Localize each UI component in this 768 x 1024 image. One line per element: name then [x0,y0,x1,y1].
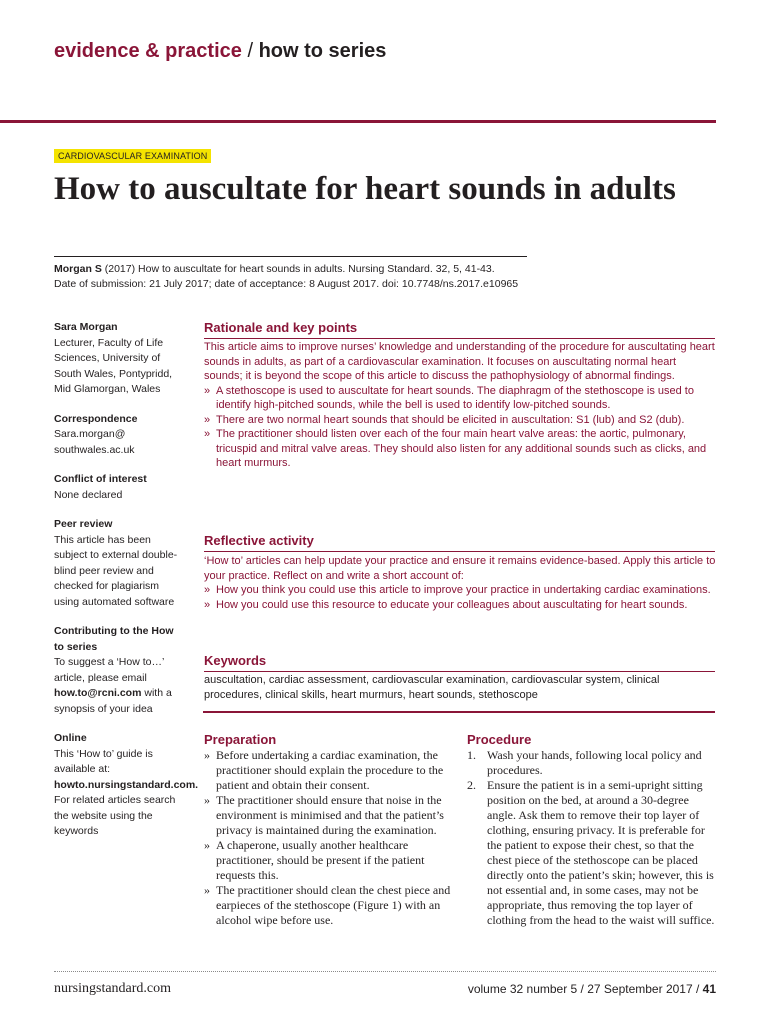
procedure-steps [467,748,717,928]
bullet: » [204,428,211,440]
keywords-rule [204,671,715,672]
list-item [204,838,452,883]
peer-review-heading: Peer review [54,518,113,530]
series-label: how to series [258,40,387,62]
reflective-point: How you could use this resource to educate your colleagues about auscultating for heart sounds. [216,598,688,611]
bullet: » [204,748,210,762]
online-text [54,747,199,840]
preparation-point: Before undertaking a cardiac examination, the practitioner should explain the procedure to the patient and obtain their consent. [216,748,444,792]
rationale-heading: Rationale and key points [204,320,358,335]
bullet: » [204,838,210,852]
sidebar [54,320,199,854]
footer-site: nursingstandard.com [54,981,172,996]
preparation-heading: Preparation [204,732,277,747]
contributing-text [54,655,184,717]
author-block [54,320,184,398]
step-text: Wash your hands, following local policy and procedures. [487,748,702,777]
list-item [204,748,452,793]
peer-review-text: This article has been subject to external double-blind peer review and checked for plagiarism using automated software [54,533,178,608]
list-item [204,793,452,838]
rationale-point: A stethoscope is used to auscultate for heart sounds. The diaphragm of the stethoscope is used to identify high-pitched sounds, while the bell is used to identify low-pitched sounds. [216,384,694,411]
step-text: Ensure the patient is in a semi-upright sitting position on the bed, at around a 30-degree angle. Ask them to remove their top layer of clothing, ensuring privacy. It is preferable for the patient to expose their chest, so that the chest piece of the stethoscope can be placed directly onto the patient’s skin; however, this is not essential and, in some cases, may not be appropriate, thus removing the top layer of clothing from the head to the waist will suffice. [487,778,715,927]
section-separator: / [247,40,253,62]
rationale-intro: This article aims to improve nurses’ knowledge and understanding of the procedure for auscultating heart sounds in adults, as part of a cardiovascular examination. It focuses on auscultating normal heart sounds; it is beyond the scope of this article to discuss the pathophysiology of abnormal findings. [204,341,715,382]
conflict-text: None declared [54,488,123,501]
correspondence-email-2: southwales.ac.uk [54,443,135,456]
rationale-rule [204,338,715,339]
correspondence-block [54,412,184,459]
preparation-point: A chaperone, usually another healthcare practitioner, should be present if the patient requests this. [216,838,425,882]
contributing-email-link[interactable]: how.to@rcni.com [54,687,142,699]
reflective-heading: Reflective activity [204,533,314,548]
top-rule [0,120,716,123]
contributing-text-1: To suggest a ‘How to…’ article, please email [54,656,164,684]
bullet: » [204,883,210,897]
rationale-point: There are two normal heart sounds that should be elicited in auscultation: S1 (lub) and S2 (dub). [216,413,685,426]
online-heading: Online [54,732,87,744]
list-item [467,748,717,778]
reflective-point: How you think you could use this article to improve your practice in undertaking cardiac examinations. [216,584,711,596]
keywords-text: auscultation, cardiac assessment, cardiovascular examination, cardiovascular system, clinical procedures, clinical skills, heart murmurs, heart sounds, stethoscope [204,674,660,701]
online-text-1: This ‘How to’ guide is available at: [54,747,153,775]
bullet: » [204,384,211,397]
contributing-block [54,624,184,717]
article-title: How to auscultate for heart sounds in adults [54,171,676,207]
reflective-intro: ‘How to’ articles can help update your practice and ensure it remains evidence-based. Apply this article to your practice. Reflect on and write a short account of: [204,555,716,582]
bullet: » [204,793,210,807]
preparation-points [204,748,452,928]
reflective-points [204,583,716,612]
contributing-heading: Contributing to the How to series [54,625,174,653]
list-item [204,598,716,613]
conflict-block [54,472,184,503]
online-link[interactable]: howto.nursingstandard.com. [54,778,199,791]
section-divider [203,711,715,713]
bullet: » [204,598,211,611]
list-item [204,583,716,598]
author-affiliation: Lecturer, Faculty of Life Sciences, University of South Wales, Pontypridd, Mid Glamorgan, Wales [54,336,173,395]
list-item [204,883,452,928]
rationale-points [204,384,716,471]
citation [54,262,614,292]
citation-author: Morgan S [54,263,102,275]
correspondence-email-1: Sara.morgan@ [54,428,126,440]
procedure-body [467,748,717,928]
keywords-heading: Keywords [204,653,267,668]
online-text-2: For related articles search the website using the keywords [54,794,176,837]
contributing-text-2: with a synopsis of your idea [54,687,172,715]
section-label: evidence & practice [54,40,242,62]
step-number: 1. [467,748,476,762]
rationale-point: The practitioner should listen over each of the four main heart valve areas: the aortic, pulmonary, tricuspid and mitral valve areas. They should also listen for any additional sounds such as clicks, and heart murmurs. [216,428,707,469]
list-item [204,413,716,428]
preparation-point: The practitioner should ensure that noise in the environment is minimised and that the patient’s privacy is maintained during the examination. [216,793,444,837]
list-item [204,427,716,471]
footer-issue [452,982,716,996]
page-number: 41 [702,982,716,996]
procedure-heading: Procedure [467,732,532,747]
correspondence-heading: Correspondence [54,412,138,425]
preparation-point: The practitioner should clean the chest piece and earpieces of the stethoscope (Figure 1) with an alcohol wipe before use. [216,883,451,927]
author-name: Sara Morgan [54,321,118,333]
section-header [54,40,386,63]
peer-review-block [54,517,184,610]
conflict-heading: Conflict of interest [54,473,147,485]
list-item [204,384,716,413]
citation-line1: (2017) How to auscultate for heart sounds in adults. Nursing Standard. 32, 5, 41-43. [101,263,495,275]
preparation-body [204,748,452,928]
reflective-body [204,554,716,612]
list-item [467,778,717,928]
title-rule [54,256,527,257]
category-tag: CARDIOVASCULAR EXAMINATION [54,149,211,163]
reflective-rule [204,551,715,552]
footer-rule [54,971,716,972]
online-block [54,731,199,840]
footer-issue-text: volume 32 number 5 / 27 September 2017 / [467,982,703,996]
rationale-body [204,340,716,471]
citation-line2: Date of submission: 21 July 2017; date of acceptance: 8 August 2017. doi: 10.7748/ns.2017.e10965 [54,278,519,290]
step-number: 2. [467,778,476,792]
bullet: » [204,584,211,596]
bullet: » [204,413,211,426]
